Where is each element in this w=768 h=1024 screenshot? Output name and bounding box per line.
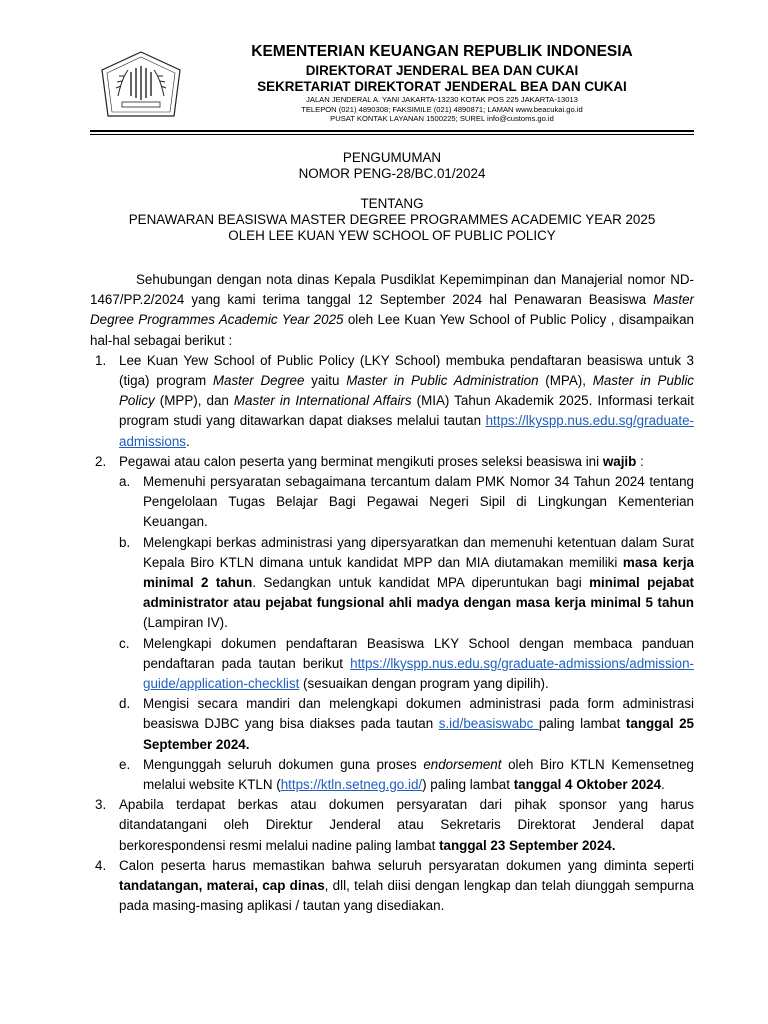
doc-label: PENGUMUMAN [342,150,442,165]
letterhead-divider [90,130,694,132]
doc-number: NOMOR PENG-28/BC.01/2024 [298,166,486,181]
letterhead-divider-thin [90,134,694,135]
list-item-1 [90,351,694,452]
item-text: Apabila terdapat berkas atau dokumen persyaratan dari pihak sponsor yang harus ditandatangani oleh Direktur Jenderal atau Sekretaris Direktorat Jenderal dapat berkorespondensi resmi melalui nadine paling lambat [119,797,694,853]
phone-line: TELEPON (021) 4890308; FAKSIMILE (021) 4890871; LAMAN www.beacukai.go.id [301,105,583,114]
sub-item-d [119,694,694,755]
sub-item-text: . Sedangkan untuk kandidat MPA diperuntukan bagi [252,575,590,591]
ministry-emblem-icon [98,48,184,126]
sub-item-bold: masa kerja minimal 2 tahun [143,554,694,591]
sub-item-a [119,472,694,533]
item-number: 1. [95,352,107,368]
sub-item-text: ) paling lambat [422,777,514,793]
intro-program-name: Master Degree Programmes Academic Year 2025 [90,292,694,328]
sub-item-text: Mengisi secara mandiri dan melengkapi dokumen administrasi pada form administrasi beasiswa DJBC yang bisa diakses pada tautan [143,696,694,732]
sub-item-letter: c. [119,635,130,651]
sub-item-e [119,755,694,795]
sub-item-italic: endorsement [423,756,502,772]
sub-item-text: paling lambat [538,716,626,732]
address-line: JALAN JENDERAL A. YANI JAKARTA-13230 KOTAK POS 225 JAKARTA-13013 [306,95,578,104]
item-text: , dll, telah diisi dengan lengkap dan telah diunggah sempurna pada masing-masing aplikasi / tautan yang disediakan. [119,878,694,914]
sub-item-b [119,533,694,634]
item-number: 2. [95,453,107,469]
doc-subject-line2: OLEH LEE KUAN YEW SCHOOL OF PUBLIC POLICY [228,228,556,243]
sub-item-letter: b. [119,534,131,550]
sub-item-text: oleh Biro KTLN Kemensetneg melalui website KTLN ( [143,756,694,793]
sub-item-text: (sesuaikan dengan program yang dipilih). [299,676,549,692]
list-item-2 [90,452,694,795]
sub-item-text: Mengunggah seluruh dokumen guna proses [143,756,424,772]
doc-about: TENTANG [360,196,424,211]
sub-item-text: Melengkapi dokumen pendaftaran Beasiswa LKY School dengan membaca panduan pendaftaran pada tautan berikut [143,635,694,671]
item-text: Pegawai atau calon peserta yang berminat mengikuti proses seleksi beasiswa ini [119,453,603,469]
sub-item-text: (Lampiran IV). [143,615,228,631]
item-number: 4. [95,857,107,873]
item-bold: wajib [602,453,637,469]
sub-item-bold: tanggal 25 September 2024. [143,716,694,752]
sub-item-letter: e. [119,756,131,772]
application-checklist-link[interactable]: https://lkyspp.nus.edu.sg/graduate-admissions/admission-guide/application-checklist [143,655,694,692]
document-body [90,270,694,917]
intro-paragraph [90,270,694,351]
item-text: (MPP), dan [154,393,234,409]
item-text: (MPA), [538,373,593,389]
doc-subject-line1: PENAWARAN BEASISWA MASTER DEGREE PROGRAMMES ACADEMIC YEAR 2025 [128,212,656,227]
item-italic: Master in Public Policy [119,373,694,409]
sub-item-text: . [661,777,665,793]
list-item-4 [90,856,694,917]
item-italic: Master in Public Administration [346,373,539,389]
contact-line: PUSAT KONTAK LAYANAN 1500225; SUREL info@customs.go.id [330,114,554,123]
item-text: . [185,433,190,449]
beasiswabc-link[interactable]: s.id/beasiswabc [438,716,539,732]
sub-item-bold: minimal pejabat administrator atau pejabat fungsional ahli madya dengan masa kerja minimal 5 tahun [143,575,695,611]
item-bold: tanggal 23 September 2024. [439,837,616,853]
ktln-link[interactable]: https://ktln.setneg.go.id/ [280,777,423,793]
intro-text: Sehubungan dengan nota dinas Kepala Pusdiklat Kepemimpinan dan Manajerial nomor ND-1467/PP.2/2024 yang kami terima tanggal 12 September 2024 hal Penawaran Beasiswa [90,272,694,308]
secretariat-name: SEKRETARIAT DIREKTORAT JENDERAL BEA DAN CUKAI [257,79,627,94]
sub-item-text: Melengkapi berkas administrasi yang dipersyaratkan dan memenuhi ketentuan dalam Surat Kepala Biro KTLN dimana untuk kandidat MPP dan MIA diutamakan memiliki [143,534,694,570]
sub-item-letter: a. [119,474,131,490]
announcement-list [90,351,694,917]
item-text: (MIA) Tahun Akademik 2025. Informasi terkait program studi yang ditawarkan dapat diakses melalui tautan [119,393,694,429]
item-italic: Master Degree [212,373,305,389]
graduate-admissions-link[interactable]: https://lkyspp.nus.edu.sg/graduate-admissions [119,413,694,449]
item-italic: Master in International Affairs [233,393,412,409]
item-text: : [636,453,644,469]
item-text: Calon peserta harus memastikan bahwa seluruh persyaratan dokumen yang diminta seperti [119,857,694,873]
list-item-3 [90,795,694,856]
item-bold: tandatangan, materai, cap dinas [119,878,325,894]
requirements-list [119,472,694,795]
ministry-name: KEMENTERIAN KEUANGAN REPUBLIK INDONESIA [251,43,633,60]
item-text: yaitu [304,373,347,389]
sub-item-text: Memenuhi persyaratan sebagaimana tercantum dalam PMK Nomor 34 Tahun 2024 tentang Pengelolaan Tugas Belajar Bagi Pegawai Negeri Sipil di Lingkungan Kementerian Keuangan. [143,474,694,530]
directorate-name: DIREKTORAT JENDERAL BEA DAN CUKAI [305,63,579,78]
sub-item-c [119,634,694,695]
item-number: 3. [95,797,107,813]
sub-item-bold: tanggal 4 Oktober 2024 [513,777,662,793]
item-text: Lee Kuan Yew School of Public Policy (LKY School) membuka pendaftaran beasiswa untuk 3 (tiga) program [119,352,694,389]
intro-text-end: oleh Lee Kuan Yew School of Public Policy , disampaikan hal-hal sebagai berikut : [90,312,694,348]
sub-item-letter: d. [119,696,131,712]
